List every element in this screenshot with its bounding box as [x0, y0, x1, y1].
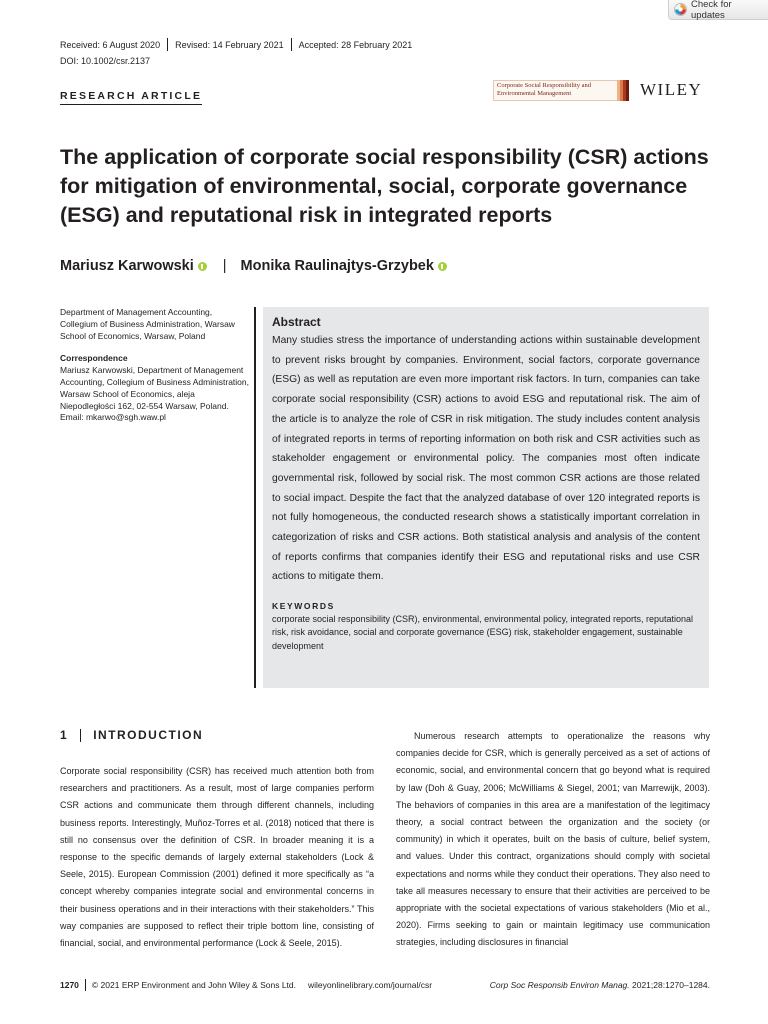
body-paragraph: Numerous research attempts to operationalize the reasons why companies decide for CSR, which is generally perceived as a set of actions of economic, social, and environmental concern that go beyond what is required by law (Doh & Guay, 2006; McWilliams & Siegel, 2001; van Marrewijk, 2003). The behaviors of companies in this area are a manifestation of the legitimacy theory, a social contract between the organization and the society (or community) in which it operates, built on the basis of culture, belief system, and values. Under this contract, organizations should comply with societal expectations and norms while they conduct their operations. They also need to take all measures necessary to ensure that their activities are perceived to be appropriate with the societal expectations of various stakeholders (Mio et al., 2020). Firms seeking to gain or maintain legitimacy use communication strategies, including disclosures in financial [396, 731, 710, 948]
abstract-box [263, 307, 709, 688]
body-paragraph: Corporate social responsibility (CSR) has received much attention both from researchers and practitioners. As a result, most of large companies perform CSR actions and communicate them through different channels, including business reports. Interestingly, Muñoz-Torres et al. (2018) noticed that there is still no consensus over the definition of CSR. In broader meaning it is a response to the specific demands of largely external stakeholders (Lock & Seele, 2015). European Commission (2001) defined it more specifically as “a concept whereby companies integrate social and environmental concerns in their business operations and in their interactions with their stakeholders.” This way companies are supposed to reflect their triple bottom line, consisting of financial, social, and environmental performance (Lock & Seele, 2015). [60, 766, 374, 949]
received-date: Received: 6 August 2020 [60, 39, 161, 50]
article-title: The application of corporate social responsibility (CSR) actions for mitigation of environmental, social, corporate governance (ESG) and reputational risk in integrated reports [60, 145, 709, 227]
orcid-icon[interactable] [438, 262, 447, 271]
author-list [60, 258, 453, 274]
heading-divider [80, 729, 81, 742]
check-updates-label: Check for updates [691, 0, 732, 21]
affiliation-text: Department of Management Accounting, Collegium of Business Administration, Warsaw School of Economics, Warsaw, Poland [60, 307, 235, 341]
correspondence-heading: Correspondence [60, 353, 128, 364]
journal-url[interactable]: wileyonlinelibrary.com/journal/csr [308, 980, 433, 990]
logo-stripe [626, 80, 629, 101]
column-divider [254, 307, 256, 688]
footer-divider [85, 979, 86, 991]
abstract-text: Many studies stress the importance of understanding actions within sustainable development to prevent risks brought by companies. Environment, social factors, corporate governance (ESG) as well as reputation are even more important risk factors. In turn, companies can take corporate social responsibility (CSR) actions to avoid ESG and reputational risk. The aim of the article is to analyze the role of CSR in risk mitigation. The study includes content analysis of integrated reports in terms of reporting information on both risk and CSR activities such as stakeholder engagement or environmental policy. The companies most often indicate governmental risk, followed by social risk. The most common CSR actions are those related to social impact. Despite the fact that the analyzed database of over 120 integrated reports is not fully homogeneous, the conducted research shows a statistically important correlation in categorization of risks and CSR actions. Both statistical analysis and analysis of the content of reports confirms that companies identify their ESG and reputational risks and use CSR actions to mitigate them. [272, 335, 700, 583]
journal-logo-text [493, 80, 617, 101]
doi-link[interactable]: DOI: 10.1002/csr.2137 [60, 56, 151, 66]
journal-logo-line2: Environmental Management [497, 90, 572, 97]
date-divider [167, 38, 168, 51]
author-separator: | [222, 258, 227, 274]
keywords-heading: KEYWORDS [272, 601, 335, 612]
publisher-logo: WILEY [640, 80, 703, 99]
section-number: 1 [60, 728, 69, 742]
revised-date: Revised: 14 February 2021 [175, 39, 284, 50]
affiliation-column [60, 307, 250, 424]
journal-logo-line1: Corporate Social Responsibility and [497, 82, 592, 89]
orcid-icon[interactable] [198, 262, 207, 271]
article-dates [60, 38, 412, 51]
abstract-heading: Abstract [272, 315, 321, 329]
citation-journal: Corp Soc Responsib Environ Manag. [489, 980, 630, 990]
keywords-text: corporate social responsibility (CSR), environmental, environmental policy, integrated reports, reputational risk, risk avoidance, social and corporate governance (ESG) risk, stakeholder engagement, sustainable development [272, 614, 694, 651]
author-name[interactable]: Mariusz Karwowski [60, 258, 194, 274]
accepted-date: Accepted: 28 February 2021 [298, 39, 413, 50]
correspondence-email[interactable]: Email: mkarwo@sgh.waw.pl [60, 412, 166, 423]
check-for-updates-button[interactable] [668, 0, 768, 20]
copyright-notice: © 2021 ERP Environment and John Wiley & Sons Ltd. [91, 980, 297, 990]
citation-details: 2021;28:1270–1284. [629, 980, 710, 990]
correspondence-text: Mariusz Karwowski, Department of Management Accounting, Collegium of Business Administration, Warsaw School of Economics, aleja Niepodległości 162, 02-554 Warsaw, Poland. [60, 365, 249, 411]
section-heading [60, 728, 203, 742]
date-divider [291, 38, 292, 51]
check-updates-icon [674, 3, 687, 16]
citation [490, 980, 710, 990]
article-type-label: RESEARCH ARTICLE [60, 90, 202, 105]
page-footer [60, 979, 710, 991]
author-name[interactable]: Monika Raulinajtys-Grzybek [240, 258, 434, 274]
journal-logo [493, 80, 629, 101]
section-title: INTRODUCTION [93, 728, 204, 742]
page-number: 1270 [60, 980, 79, 990]
